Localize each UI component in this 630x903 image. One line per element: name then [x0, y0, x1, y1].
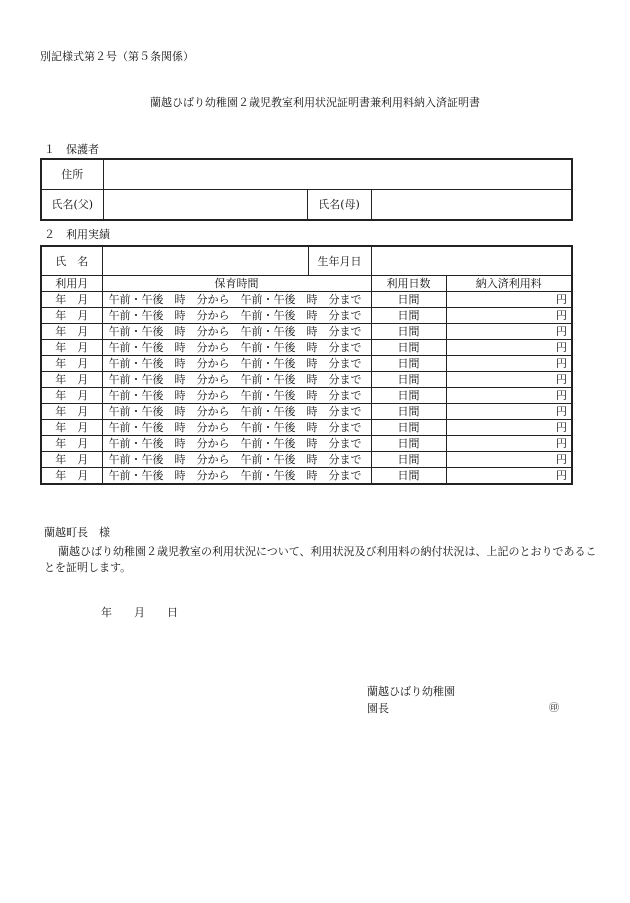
seal-mark: ㊞: [549, 703, 559, 714]
row-days[interactable]: 日間: [371, 340, 446, 356]
child-name-label: 氏 名: [41, 246, 102, 276]
row-month[interactable]: 年 月: [41, 292, 102, 308]
statement-line-1: 蘭越ひばり幼稚園２歳児教室の利用状況について、利用状況及び利用料の納付状況は、上記のとおりであるこ: [58, 545, 597, 558]
row-time[interactable]: 午前・午後 時 分から 午前・午後 時 分まで: [102, 388, 371, 404]
col-header-time: 保育時間: [102, 276, 371, 292]
row-time[interactable]: 午前・午後 時 分から 午前・午後 時 分まで: [102, 420, 371, 436]
row-fee[interactable]: 円: [446, 436, 572, 452]
row-days[interactable]: 日間: [371, 404, 446, 420]
row-days[interactable]: 日間: [371, 308, 446, 324]
father-name-field[interactable]: [103, 190, 307, 221]
father-name-label: 氏名(父): [41, 190, 103, 221]
usage-row: [41, 420, 572, 436]
row-time[interactable]: 午前・午後 時 分から 午前・午後 時 分まで: [102, 404, 371, 420]
col-header-month: 利用月: [41, 276, 102, 292]
usage-row: [41, 468, 572, 485]
row-time[interactable]: 午前・午後 時 分から 午前・午後 時 分まで: [102, 436, 371, 452]
col-header-fee: 納入済利用料: [446, 276, 572, 292]
row-month[interactable]: 年 月: [41, 388, 102, 404]
birth-date-field[interactable]: [371, 246, 572, 276]
usage-row: [41, 356, 572, 372]
row-fee[interactable]: 円: [446, 420, 572, 436]
child-name-field[interactable]: [102, 246, 308, 276]
row-days[interactable]: 日間: [371, 388, 446, 404]
usage-row: [41, 340, 572, 356]
row-days[interactable]: 日間: [371, 324, 446, 340]
usage-row: [41, 372, 572, 388]
guardian-table: [40, 158, 573, 221]
row-time[interactable]: 午前・午後 時 分から 午前・午後 時 分まで: [102, 372, 371, 388]
row-month[interactable]: 年 月: [41, 356, 102, 372]
usage-row: [41, 388, 572, 404]
document-title: 蘭越ひばり幼稚園２歳児教室利用状況証明書兼利用料納入済証明書: [150, 96, 480, 109]
mother-name-field[interactable]: [371, 190, 572, 221]
usage-row: [41, 452, 572, 468]
address-field[interactable]: [103, 159, 572, 190]
row-fee[interactable]: 円: [446, 324, 572, 340]
row-days[interactable]: 日間: [371, 468, 446, 485]
row-time[interactable]: 午前・午後 時 分から 午前・午後 時 分まで: [102, 452, 371, 468]
row-fee[interactable]: 円: [446, 308, 572, 324]
section1-heading: １ 保護者: [44, 143, 99, 156]
row-fee[interactable]: 円: [446, 372, 572, 388]
row-days[interactable]: 日間: [371, 292, 446, 308]
date-line: 年 月 日: [101, 606, 178, 619]
usage-table: [40, 245, 573, 485]
addressee: 蘭越町長 様: [44, 526, 110, 539]
address-label: 住所: [41, 159, 103, 190]
row-month[interactable]: 年 月: [41, 404, 102, 420]
row-days[interactable]: 日間: [371, 436, 446, 452]
row-fee[interactable]: 円: [446, 404, 572, 420]
row-fee[interactable]: 円: [446, 452, 572, 468]
row-time[interactable]: 午前・午後 時 分から 午前・午後 時 分まで: [102, 292, 371, 308]
row-month[interactable]: 年 月: [41, 340, 102, 356]
row-fee[interactable]: 円: [446, 388, 572, 404]
usage-row: [41, 404, 572, 420]
row-time[interactable]: 午前・午後 時 分から 午前・午後 時 分まで: [102, 308, 371, 324]
row-fee[interactable]: 円: [446, 340, 572, 356]
row-days[interactable]: 日間: [371, 420, 446, 436]
row-time[interactable]: 午前・午後 時 分から 午前・午後 時 分まで: [102, 340, 371, 356]
row-days[interactable]: 日間: [371, 356, 446, 372]
row-days[interactable]: 日間: [371, 372, 446, 388]
form-number: 別記様式第２号（第５条関係）: [40, 50, 194, 63]
row-fee[interactable]: 円: [446, 468, 572, 485]
statement-line-2: とを証明します。: [44, 561, 132, 574]
row-days[interactable]: 日間: [371, 452, 446, 468]
row-fee[interactable]: 円: [446, 356, 572, 372]
row-time[interactable]: 午前・午後 時 分から 午前・午後 時 分まで: [102, 324, 371, 340]
row-fee[interactable]: 円: [446, 292, 572, 308]
usage-row: [41, 436, 572, 452]
principal-label: 園長: [367, 702, 389, 715]
row-month[interactable]: 年 月: [41, 436, 102, 452]
row-month[interactable]: 年 月: [41, 308, 102, 324]
usage-row: [41, 292, 572, 308]
issuer-name: 蘭越ひばり幼稚園: [367, 685, 455, 698]
row-time[interactable]: 午前・午後 時 分から 午前・午後 時 分まで: [102, 468, 371, 485]
mother-name-label: 氏名(母): [307, 190, 371, 221]
row-time[interactable]: 午前・午後 時 分から 午前・午後 時 分まで: [102, 356, 371, 372]
row-month[interactable]: 年 月: [41, 420, 102, 436]
row-month[interactable]: 年 月: [41, 324, 102, 340]
usage-row: [41, 308, 572, 324]
section2-heading: ２ 利用実績: [44, 228, 110, 241]
row-month[interactable]: 年 月: [41, 372, 102, 388]
usage-row: [41, 324, 572, 340]
row-month[interactable]: 年 月: [41, 468, 102, 485]
row-month[interactable]: 年 月: [41, 452, 102, 468]
birth-date-label: 生年月日: [308, 246, 371, 276]
col-header-days: 利用日数: [371, 276, 446, 292]
